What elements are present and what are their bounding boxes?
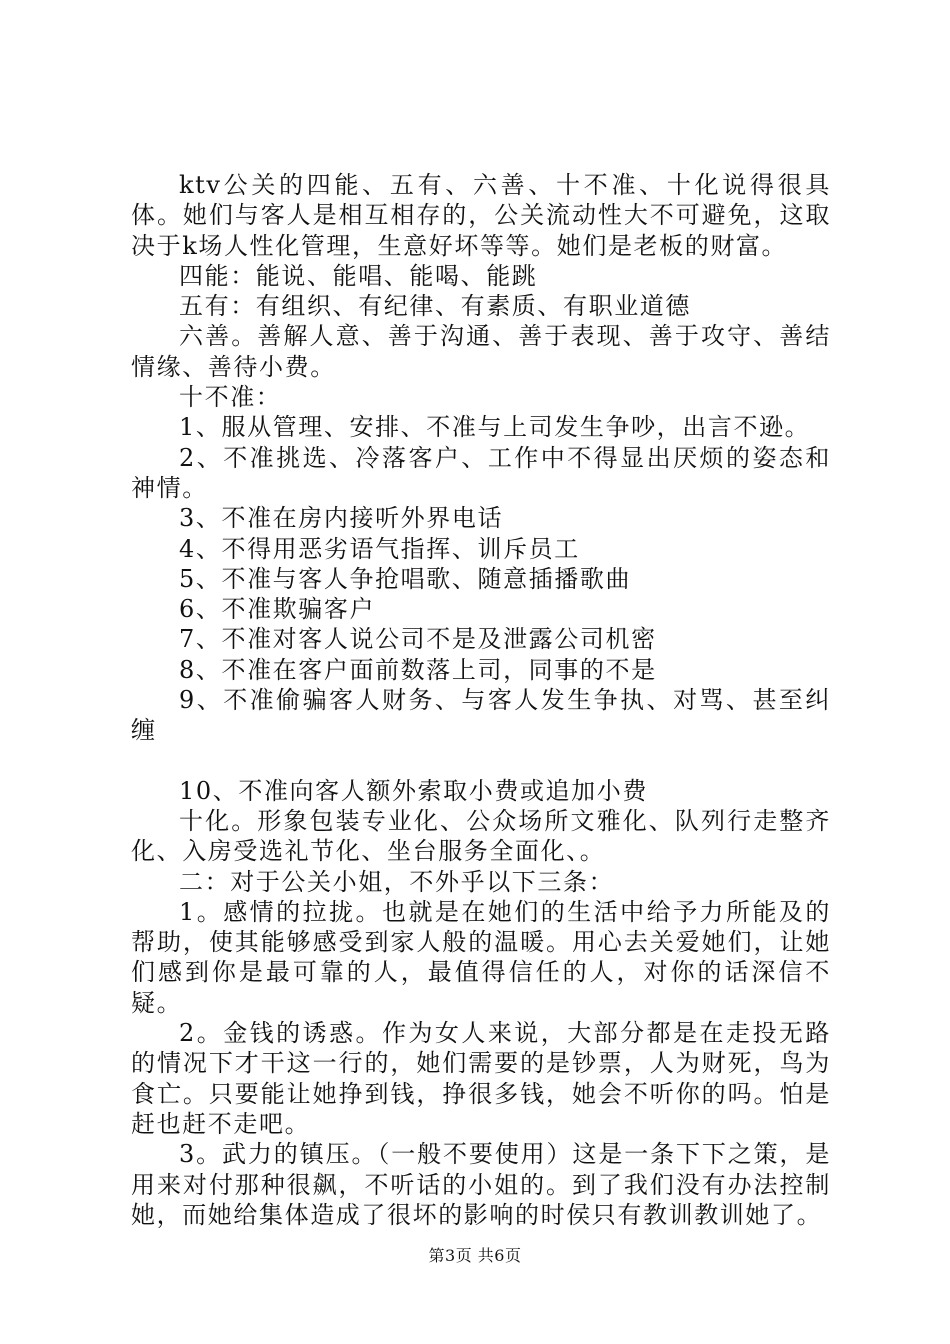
list-item: 5、不准与客人争抢唱歌、随意插播歌曲	[179, 564, 632, 593]
paragraph-money: 2。金钱的诱惑。作为女人来说，大部分都是在走投无路的情况下才干这一行的，她们需要的是钞票，人为财死，鸟为食亡。只要能让她挣到钱，挣很多钱，她会不听你的吗。怕是赶也赶不走吧。	[131, 1019, 831, 1138]
paragraph-section-two-heading: 二：对于公关小姐，不外乎以下三条：	[179, 867, 615, 896]
list-item: 2、不准挑选、冷落客户、工作中不得显出厌烦的姿态和神情。	[131, 443, 831, 502]
list-item: 9、不准偷骗客人财务、与客人发生争执、对骂、甚至纠缠	[131, 686, 831, 745]
page-number-label: 第3页 共6页	[428, 1246, 522, 1265]
list-item: 8、不准在客户面前数落上司，同事的不是	[179, 655, 657, 684]
paragraph-ten-transformations: 十化。形象包装专业化、公众场所文雅化、队列行走整齐化、入房受选礼节化、坐台服务全面化、。	[131, 806, 831, 866]
paragraph-emotional: 1。感情的拉拢。也就是在她们的生活中给予力所能及的帮助，使其能够感受到家人般的温暖。用心去关爱她们，让她们感到你是最可靠的人，最值得信任的人，对你的话深信不疑。	[131, 897, 831, 1017]
page-footer	[0, 1243, 950, 1266]
document-body	[131, 170, 831, 1230]
paragraph-force: 3。武力的镇压。（一般不要使用）这是一条下下之策，是用来对付那种很飙，不听话的小姐的。到了我们没有办法控制她，而她给集体造成了很坏的影响的时侯只有教训教训她了。	[131, 1140, 831, 1229]
paragraph-intro: ktv公关的四能、五有、六善、十不准、十化说得很具体。她们与客人是相互相存的，公关流动性大不可避免，这取决于k场人性化管理，生意好坏等等。她们是老板的财富。	[131, 171, 831, 260]
list-item: 3、不准在房内接听外界电话	[179, 504, 504, 533]
paragraph-ten-prohibitions-heading: 十不准：	[179, 383, 282, 412]
list-item: 6、不准欺骗客户	[179, 595, 376, 624]
list-item: 10、不准向客人额外索取小费或追加小费	[179, 776, 648, 805]
paragraph-four-abilities: 四能：能说、能唱、能喝、能跳	[179, 261, 538, 290]
paragraph-five-haves: 五有：有组织、有纪律、有素质、有职业道德	[179, 292, 691, 321]
paragraph-six-goods: 六善。善解人意、善于沟通、善于表现、善于攻守、善结情缘、善待小费。	[131, 322, 831, 381]
list-item: 1、服从管理、安排、不准与上司发生争吵，出言不逊。	[179, 413, 811, 442]
list-item: 7、不准对客人说公司不是及泄露公司机密	[179, 625, 657, 654]
list-item: 4、不得用恶劣语气指挥、训斥员工	[179, 534, 580, 563]
